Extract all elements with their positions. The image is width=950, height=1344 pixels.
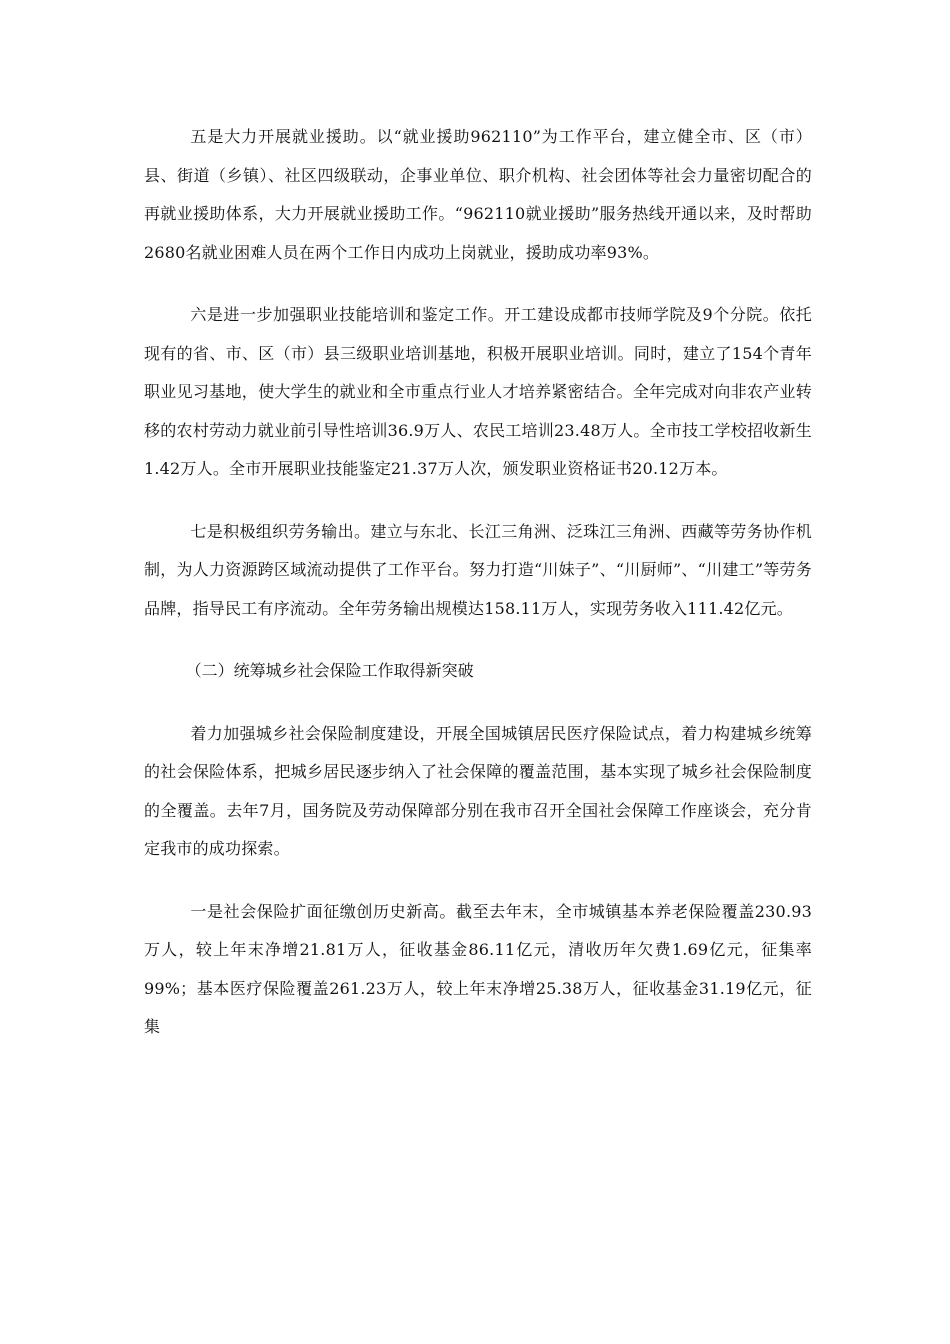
paragraph-employment-assistance: 五是大力开展就业援助。以“就业援助962110”为工作平台，建立健全市、区（市）县、街道（乡镇）、社区四级联动，企事业单位、职介机构、社会团体等社会力量密切配合的再就业援助体系，大力开展就业援助工作。“962110就业援助”服务热线开通以来，及时帮助2680名就业困难人员在两个工作日内成功上岗就业，援助成功率93%。 [144, 127, 812, 262]
paragraph-labor-export: 七是积极组织劳务输出。建立与东北、长江三角洲、泛珠江三角洲、西藏等劳务协作机制，为人力资源跨区域流动提供了工作平台。努力打造“川妹子”、“川厨师”、“川建工”等劳务品牌，指导民工有序流动。全年劳务输出规模达158.11万人，实现劳务收入111.42亿元。 [144, 521, 812, 618]
paragraph-insurance-expansion: 一是社会保险扩面征缴创历史新高。截至去年末，全市城镇基本养老保险覆盖230.93万人，较上年末净增21.81万人，征收基金86.11亿元，清收历年欠费1.69亿元，征集率99%；基本医疗保险覆盖261.23万人，较上年末净增25.38万人，征收基金31.19亿元，征集 [144, 901, 812, 1036]
section-heading: （二）统筹城乡社会保险工作取得新突破 [185, 661, 474, 680]
paragraph-vocational-training: 六是进一步加强职业技能培训和鉴定工作。开工建设成都市技师学院及9个分院。依托现有的省、市、区（市）县三级职业培训基地，积极开展职业培训。同时，建立了154个青年职业见习基地，使大学生的就业和全市重点行业人才培养紧密结合。全年完成对向非农产业转移的农村劳动力就业前引导性培训36.9万人、农民工培训23.48万人。全市技工学校招收新生1.42万人。全市开展职业技能鉴定21.37万人次，颁发职业资格证书20.12万本。 [144, 305, 812, 478]
paragraph-social-insurance-intro: 着力加强城乡社会保险制度建设，开展全国城镇居民医疗保险试点，着力构建城乡统筹的社会保险体系，把城乡居民逐步纳入了社会保障的覆盖范围，基本实现了城乡社会保险制度的全覆盖。去年7月，国务院及劳动保障部分别在我市召开全国社会保障工作座谈会，充分肯定我市的成功探索。 [144, 723, 812, 858]
document-page [144, 118, 812, 1071]
